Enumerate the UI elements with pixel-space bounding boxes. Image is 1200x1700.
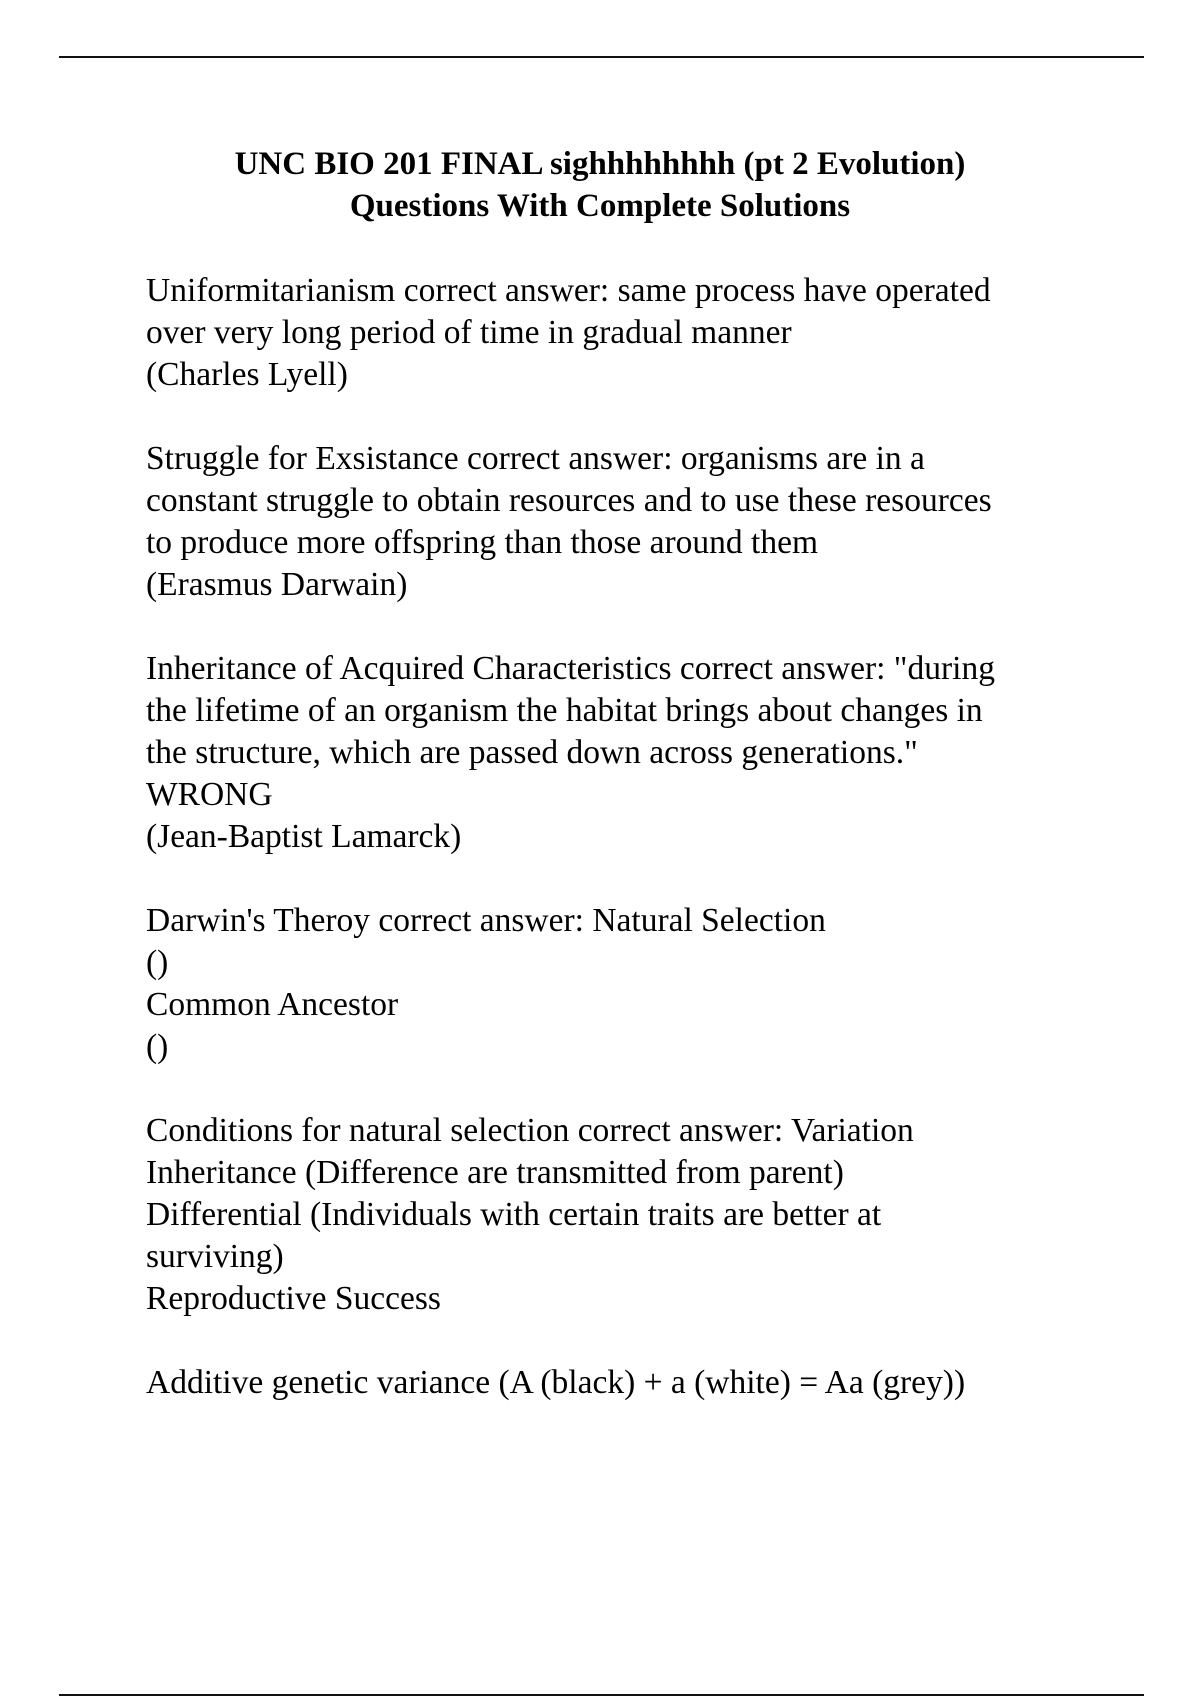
entry-line: Differential (Individuals with certain traits are better at: [146, 1196, 882, 1233]
entry-line: Struggle for Exsistance correct answer: organisms are in a: [146, 440, 925, 477]
entry-line: Darwin's Theroy correct answer: Natural Selection: [146, 902, 826, 939]
entry-line: Common Ancestor: [146, 986, 399, 1023]
document-body: [146, 270, 1106, 1446]
entry-line: Conditions for natural selection correct answer: Variation: [146, 1112, 914, 1149]
footer-rule: [59, 1694, 1144, 1696]
entry-line: Inheritance (Difference are transmitted from parent): [146, 1154, 844, 1191]
entry-line: (Jean-Baptist Lamarck): [146, 818, 462, 855]
entry-conditions-natural-selection: [146, 1110, 1106, 1320]
title-line-1: UNC BIO 201 FINAL sighhhhhhhh (pt 2 Evolution): [234, 146, 966, 182]
entry-inheritance-acquired-characteristics: [146, 648, 1106, 858]
entry-line: (Charles Lyell): [146, 356, 348, 393]
entry-uniformitarianism: [146, 270, 1106, 396]
entry-line: the lifetime of an organism the habitat brings about changes in: [146, 692, 983, 729]
title-line-2: Questions With Complete Solutions: [349, 188, 851, 224]
entry-struggle-for-existence: [146, 438, 1106, 606]
entry-line: WRONG: [146, 776, 273, 813]
entry-line: to produce more offspring than those around them: [146, 524, 819, 561]
entry-line: over very long period of time in gradual manner: [146, 314, 792, 351]
entry-line: surviving): [146, 1238, 284, 1275]
entry-line: Uniformitarianism correct answer: same process have operated: [146, 272, 991, 309]
entry-line: Additive genetic variance (A (black) + a (white) = Aa (grey)): [146, 1364, 966, 1401]
document-title: [100, 143, 1100, 227]
entry-line: Inheritance of Acquired Characteristics correct answer: "during: [146, 650, 995, 687]
entry-additive-genetic-variance: [146, 1362, 1106, 1404]
entry-line: Reproductive Success: [146, 1280, 441, 1317]
entry-darwins-theory: [146, 900, 1106, 1068]
header-rule: [59, 56, 1144, 58]
entry-line: constant struggle to obtain resources and to use these resources: [146, 482, 992, 519]
entry-line: the structure, which are passed down across generations.": [146, 734, 918, 771]
entry-line: (): [146, 944, 169, 981]
entry-line: (): [146, 1028, 169, 1065]
entry-line: (Erasmus Darwain): [146, 566, 408, 603]
